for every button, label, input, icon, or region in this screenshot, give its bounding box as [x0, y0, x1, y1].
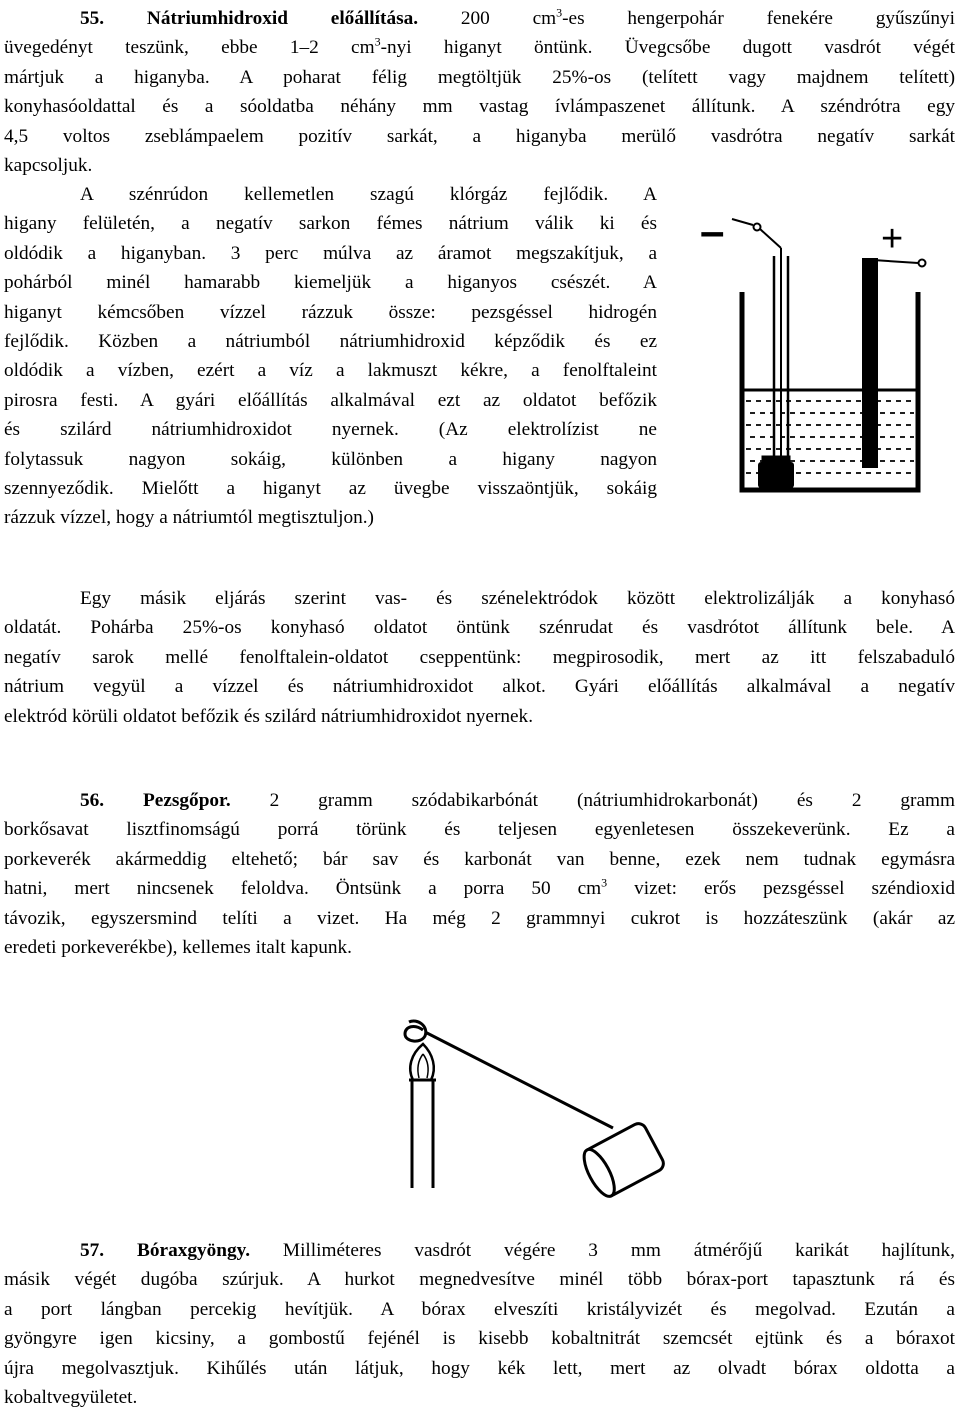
alt-line: nátrium vegyül a vízzel és nátriumhidroxidot alkot. Gyári előállítás alkalmával a negatív — [4, 676, 955, 698]
wire-positive — [873, 260, 926, 267]
s55-col-line: rázzuk vízzel, hogy a nátriumtól megtisztuljon.) — [4, 507, 374, 529]
s57-line-1: 57. Bóraxgyöngy. Milliméteres vasdrót végére 3 mm átmérőjű karikát hajlítunk, — [80, 1240, 955, 1261]
section-55-body — [4, 33, 955, 180]
s55-col-line: higany felületén, a negatív sarkon fémes nátrium válik ki és — [4, 213, 657, 235]
plus-label: + — [881, 218, 904, 260]
s55-col-line: pohárból minél hamarabb kiemeljük a higanyos csészét. A — [4, 272, 657, 294]
s57-line-3: a port lángban percekig hevítjük. A bórax elveszíti kristályvizét és megolvad. Ezután a — [4, 1298, 955, 1320]
s55-line-4: konyhasóoldattal és a sóoldatba néhány mm vastag ívlámpaszenet állítunk. A széndrótra egy — [4, 96, 955, 118]
s55-heading: 55. Nátriumhidroxid előállítása. — [80, 8, 419, 29]
borax-bead-figure — [395, 1010, 655, 1200]
s55-col-line: és szilárd nátriumhidroxidot nyernek. (Az elektrolízist ne — [4, 419, 657, 441]
alt-line: oldatát. Pohárba 25%-os konyhasó oldatot öntünk szénrudat és vasdrótot állítunk bele. A — [4, 617, 955, 639]
s56-line-4: hatni, mert nincsenek feloldva. Öntsünk a porra 50 $cm^3$ vizet: erős pezsgéssel széndioxid — [4, 875, 955, 900]
s55-col-line: oldódik a higanyban. 3 perc múlva az áramot megszakítjuk, a — [4, 242, 657, 264]
minus-label: – — [700, 207, 725, 256]
s55-col-line: pirosra festi. A gyári előállítás alkalmával ezt az oldatot befőzik — [4, 389, 657, 411]
section-56 — [4, 786, 955, 962]
s57-line-2: másik végét dugóba szúrjuk. A hurkot megnedvesítve minél több bórax-port tapasztunk rá és — [4, 1269, 955, 1291]
section-57 — [4, 1236, 955, 1412]
s55-col-line: oldódik a vízben, ezért a víz a lakmuszt kékre, a fenolftaleint — [4, 360, 657, 382]
carbon-electrode — [862, 258, 878, 468]
s55-col-line: higanyt kémcsőben vízzel rázzuk össze: pezsgéssel hidrogén — [4, 301, 657, 323]
mercury-cup-inner — [762, 456, 790, 466]
s55-col-line: fejlődik. Közben a nátriumból nátriumhidroxid képződik és ez — [4, 330, 657, 352]
flame — [410, 1044, 434, 1080]
section-55-intro — [80, 4, 955, 33]
s55-col-line: folytassuk nagyon sokáig, különben a higany nagyon — [4, 448, 657, 470]
s57-line-5: újra megolvasztjuk. Kihűlés után látjuk, hogy kék lett, mert az olvadt bórax oldotta a — [4, 1357, 955, 1379]
s56-line-2: borkősavat lisztfinomságú porrá törünk és teljesen egyenletesen összekeverünk. Ez a — [4, 819, 955, 841]
alt-line: elektród körüli oldatot befőzik és szilárd nátriumhidroxidot nyernek. — [4, 705, 534, 727]
wire-loop — [405, 1021, 426, 1041]
s55-line-1: 55. Nátriumhidroxid előállítása. 200 $cm^3-es$ hengerpohár fenekére gyűszűnyi — [80, 5, 955, 29]
s56-line-1: 56. Pezsgőpor. 2 gramm szódabikarbónát (nátriumhidrokarbonát) és 2 gramm — [80, 790, 955, 811]
s56-line-3: porkeverék akármeddig eltehető; bár sav és karbonát van benne, ezek nem tudnak egymásra — [4, 848, 955, 870]
alt-line: negatív sarok mellé fenolftalein-oldatot cseppentünk: megpirosodik, mert az itt felszabaduló — [4, 646, 955, 668]
s55-line-2: üvegedényt teszünk, ebbe 1–2 $cm^3$-nyi higanyt öntünk. Üvegcsőbe dugott vasdrót végét — [4, 34, 956, 59]
alt-paragraph — [4, 584, 955, 731]
wire — [425, 1032, 613, 1128]
s57-line-6: kobaltvegyületet. — [4, 1386, 138, 1408]
alt-line: Egy másik eljárás szerint vas- és szénelektródok között elektrolizálják a konyhasó — [80, 588, 955, 609]
cork — [578, 1121, 666, 1201]
s56-line-6: eredeti porkeverékbe), kellemes italt kapunk. — [4, 936, 352, 958]
s55-col-line: szennyeződik. Mielőtt a higanyt az üvegbe visszaöntjük, sokáig — [4, 477, 657, 499]
s55-col-line: A szénrúdon kellemetlen szagú klórgáz fejlődik. A — [80, 184, 657, 205]
s56-line-5: távozik, egyszersmind telíti a vizet. Ha még 2 grammnyi cukrot is hozzáteszünk (akár az — [4, 907, 955, 929]
section-55-column — [4, 180, 657, 533]
s55-line-6: kapcsoljuk. — [4, 154, 93, 176]
s55-line-5: 4,5 voltos zseblámpaelem pozitív sarkát, a higanyba merülő vasdrótra negatív sarkát — [4, 125, 955, 147]
s55-line-3: mártjuk a higanyba. A poharat félig megtöltjük 25%-os (telített vagy majdnem telített) — [4, 66, 955, 88]
wire-negative — [732, 219, 781, 248]
electrolysis-figure — [690, 200, 960, 500]
s56-heading: 56. Pezsgőpor. — [80, 790, 231, 811]
burner — [409, 1080, 436, 1188]
flame-inner — [418, 1054, 428, 1078]
s57-heading: 57. Bóraxgyöngy. — [80, 1240, 251, 1261]
s57-line-4: gyöngyre igen kicsiny, a gombostű fejénél is kisebb kobaltnitrát szemcsét ejtünk és a bóraxot — [4, 1328, 955, 1350]
